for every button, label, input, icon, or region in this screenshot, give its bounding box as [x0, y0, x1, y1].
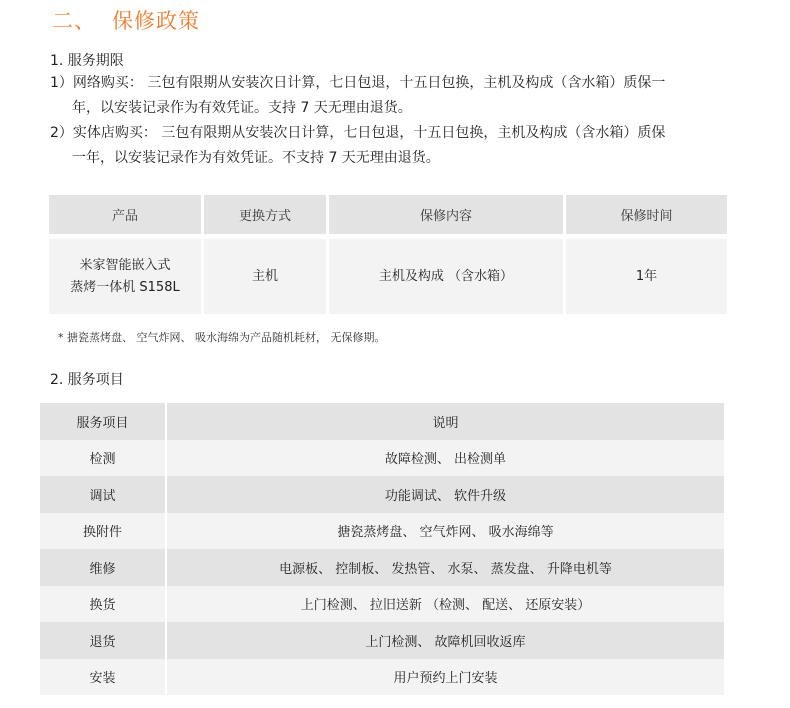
cell-product — [49, 239, 201, 314]
table-row — [40, 586, 724, 623]
table-row — [40, 440, 724, 477]
header-period: 保修时间 — [566, 195, 727, 234]
store-line-1: 2）实体店购买： 三包有限期从安装次日计算，七日包退，十五日包换，主机及构成（含水箱）质保 — [50, 125, 666, 141]
cell-period: 1年 — [566, 239, 727, 314]
service-table-header — [40, 403, 724, 440]
service-item: 退货 — [40, 622, 166, 659]
product-line-1: 米家智能嵌入式 — [79, 257, 171, 273]
service-item: 换附件 — [40, 513, 166, 550]
header-product: 产品 — [49, 195, 201, 234]
table-row — [40, 476, 724, 513]
service-items-heading: 2. 服务项目 — [50, 372, 124, 388]
cell-content: 主机及构成 （含水箱） — [329, 239, 563, 314]
table-row — [40, 622, 724, 659]
section-title-text: 保修政策 — [112, 9, 200, 33]
header-description: 说明 — [166, 403, 724, 440]
consumables-note: * 搪瓷蒸烤盘、 空气炸网、 吸水海绵为产品随机耗材， 无保修期。 — [58, 331, 386, 344]
service-desc: 故障检测、 出检测单 — [166, 440, 724, 477]
product-line-2: 蒸烤一体机 S158L — [70, 279, 180, 295]
warranty-period-heading: 1. 服务期限 — [50, 53, 124, 69]
service-table — [40, 403, 724, 695]
online-purchase-paragraph — [50, 71, 740, 121]
header-method: 更换方式 — [204, 195, 326, 234]
warranty-table — [46, 195, 730, 314]
online-line-1: 1）网络购买： 三包有限期从安装次日计算，七日包退，十五日包换，主机及构成（含水箱）质保一 — [50, 75, 666, 91]
service-item: 安装 — [40, 659, 166, 696]
online-line-2: 年，以安装记录作为有效凭证。支持 7 天无理由退货。 — [72, 100, 412, 116]
table-row — [40, 549, 724, 586]
section-number: 二、 — [52, 9, 96, 33]
table-row — [49, 239, 727, 314]
service-desc: 上门检测、 拉旧送新 （检测、 配送、 还原安装） — [166, 586, 724, 623]
service-item: 检测 — [40, 440, 166, 477]
section-title — [52, 5, 200, 35]
service-desc: 功能调试、 软件升级 — [166, 476, 724, 513]
service-item: 调试 — [40, 476, 166, 513]
store-line-2: 一年，以安装记录作为有效凭证。不支持 7 天无理由退货。 — [72, 150, 440, 166]
cell-method: 主机 — [204, 239, 326, 314]
service-item: 维修 — [40, 549, 166, 586]
service-desc: 电源板、 控制板、 发热管、 水泵、 蒸发盘、 升降电机等 — [166, 549, 724, 586]
service-desc: 用户预约上门安装 — [166, 659, 724, 696]
warranty-table-header — [49, 195, 727, 234]
service-desc: 上门检测、 故障机回收返库 — [166, 622, 724, 659]
table-row — [40, 659, 724, 696]
table-row — [40, 513, 724, 550]
service-item: 换货 — [40, 586, 166, 623]
header-service-item: 服务项目 — [40, 403, 166, 440]
header-content: 保修内容 — [329, 195, 563, 234]
service-desc: 搪瓷蒸烤盘、 空气炸网、 吸水海绵等 — [166, 513, 724, 550]
store-purchase-paragraph — [50, 121, 740, 171]
